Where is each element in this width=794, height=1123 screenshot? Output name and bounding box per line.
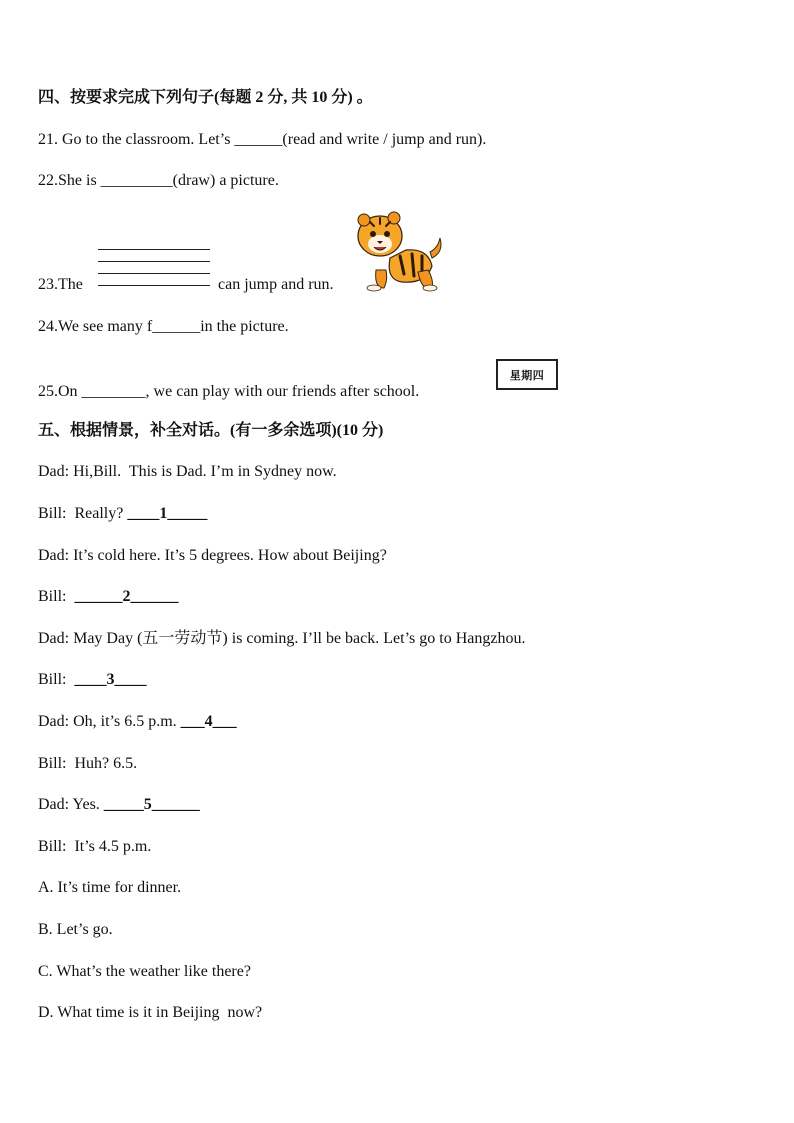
dialogue-line: Dad: It’s cold here. It’s 5 degrees. How about Beijing? [38,547,387,564]
dialogue-line: Dad: May Day (五一劳动节) is coming. I’ll be back. Let’s go to Hangzhou. [38,630,526,647]
answer-writing-lines [98,249,210,297]
option-b: B. Let’s go. [38,921,113,938]
answer-blank-2: ______2______ [74,588,179,605]
dialogue-line: Dad: Yes. _____5______ [38,796,200,813]
dialogue-line: Bill: It’s 4.5 p.m. [38,838,152,855]
question-25: 25.On ________, we can play with our friends after school. [38,383,420,400]
dialogue-line: Dad: Oh, it’s 6.5 p.m. ___4___ [38,713,237,730]
question-24: 24.We see many f______in the picture. [38,318,289,335]
answer-blank-5: _____5______ [103,796,200,813]
dialogue-line: Bill: Really? ____1_____ [38,505,208,522]
option-d: D. What time is it in Beijing now? [38,1004,263,1021]
tiger-cartoon-icon [356,208,446,292]
dialogue-line: Bill: ______2______ [38,588,179,605]
weekday-label: 星期四 [509,368,545,382]
question-23-suffix: can jump and run. [218,276,334,293]
section-4-heading: 四、按要求完成下列句子(每题 2 分, 共 10 分) 。 [38,89,373,106]
dialogue-line: Bill: ____3____ [38,671,147,688]
question-21: 21. Go to the classroom. Let’s ______(read and write / jump and run). [38,131,487,148]
question-23-prefix: 23.The [38,276,83,293]
answer-blank-1: ____1_____ [127,505,208,522]
weekday-card [496,359,558,390]
section-5-heading: 五、根据情景，补全对话。(有一多余选项)(10 分) [38,422,384,439]
option-c: C. What’s the weather like there? [38,963,251,980]
dialogue-line: Dad: Hi,Bill. This is Dad. I’m in Sydney now. [38,463,337,480]
answer-blank-3: ____3____ [74,671,147,688]
option-a: A. It’s time for dinner. [38,879,182,896]
dialogue-line: Bill: Huh? 6.5. [38,755,138,772]
question-22: 22.She is _________(draw) a picture. [38,172,279,189]
answer-blank-4: ___4___ [180,713,237,730]
